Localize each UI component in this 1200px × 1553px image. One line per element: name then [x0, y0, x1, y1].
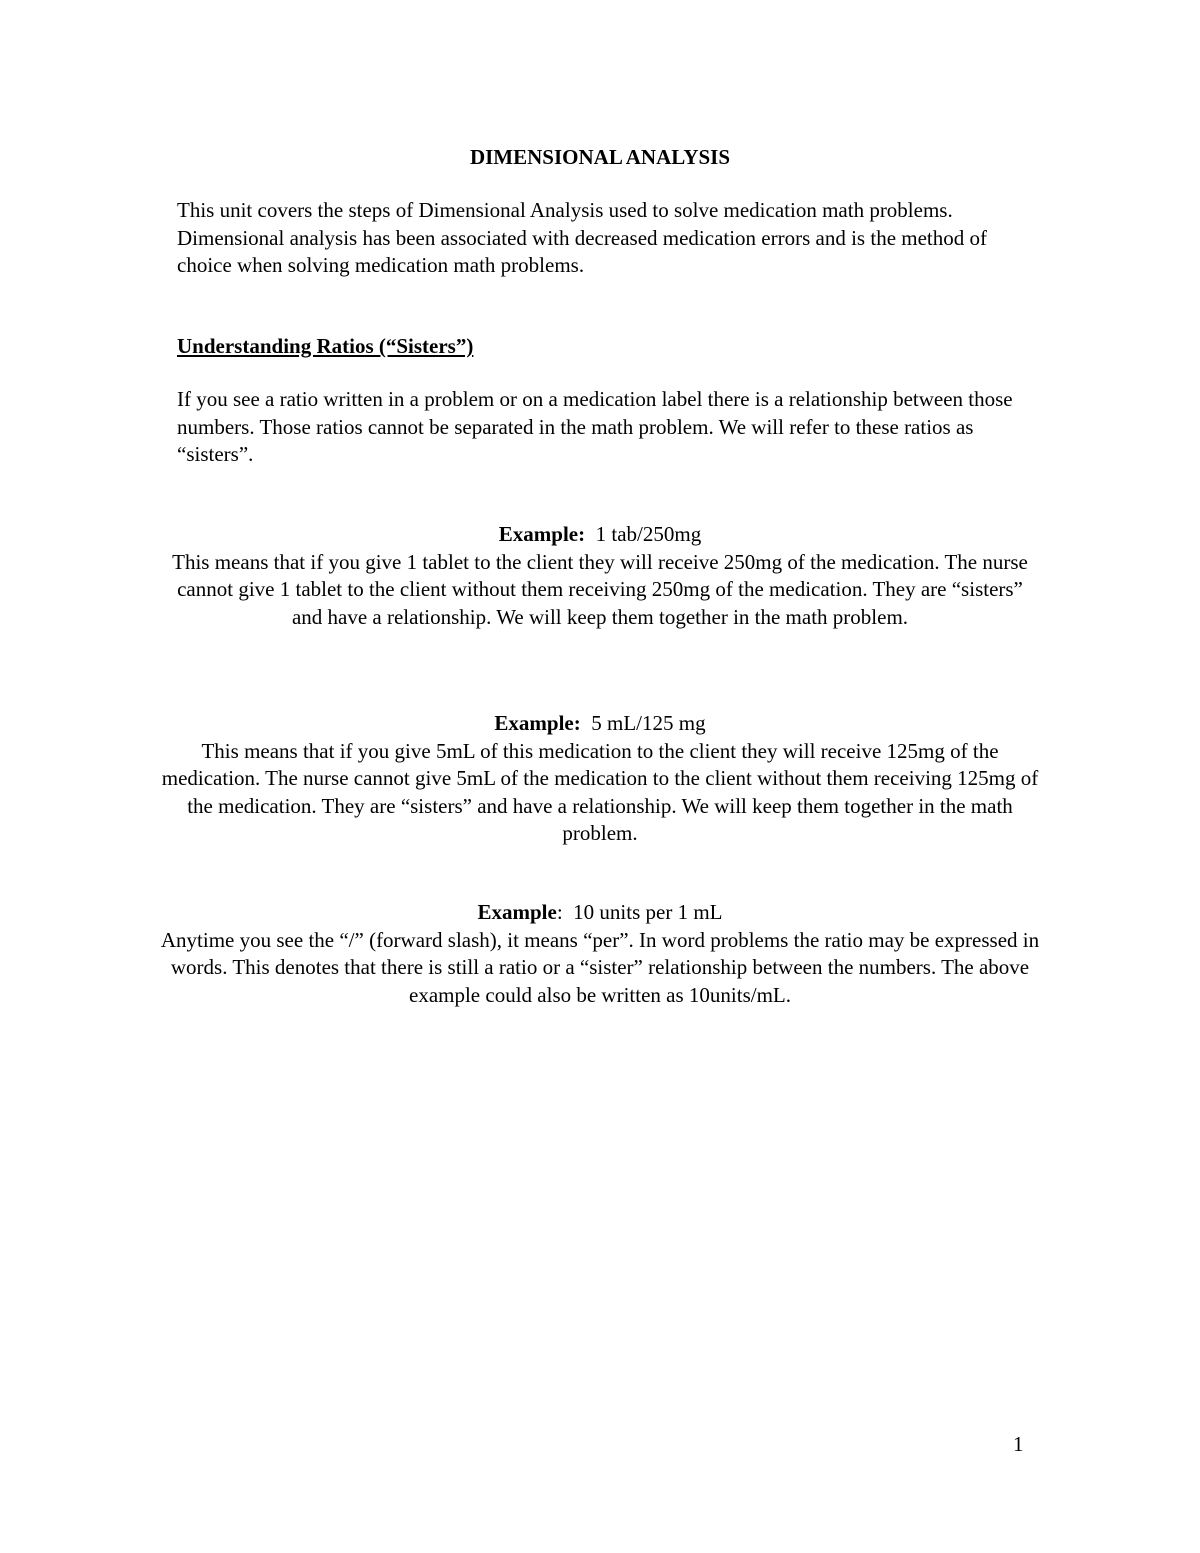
example-label: Example: — [494, 711, 581, 735]
intro-paragraph: This unit covers the steps of Dimensional Analysis used to solve medication math problems. Dimensional analysis has been associated with decreased medication errors and is the method of choice when solving medication math problems. — [177, 198, 987, 277]
example-value: 1 tab/250mg — [585, 522, 702, 546]
document-title: DIMENSIONAL ANALYSIS — [469, 145, 731, 169]
example-value: : 10 units per 1 mL — [556, 900, 723, 924]
example-explanation: This means that if you give 1 tablet to the client they will receive 250mg of the medication. The nurse cannot give 1 tablet to the client without them receiving 250mg of the medication. They are “sisters” and have a relationship. We will keep them together in the math problem. — [172, 549, 1028, 629]
example-label: Example — [477, 900, 557, 924]
example-block-1 — [160, 521, 1040, 631]
example-value: 5 mL/125 mg — [580, 711, 706, 735]
example-block-3 — [160, 899, 1040, 1009]
example-label: Example: — [498, 522, 586, 546]
example-line — [160, 710, 1040, 738]
page-number: 1 — [1013, 1432, 1024, 1456]
ratio-paragraph: If you see a ratio written in a problem or on a medication label there is a relationship between those numbers. Those ratios cannot be separated in the math problem. We will refer to these ratios as “sisters”. — [177, 387, 1013, 466]
example-line — [160, 521, 1040, 549]
example-line — [160, 899, 1040, 927]
example-explanation: This means that if you give 5mL of this medication to the client they will receive 125mg of the medication. The nurse cannot give 5mL of the medication to the client without them receiving 125mg of the medication. They are “sisters” and have a relationship. We will keep them together in the math problem. — [161, 738, 1039, 845]
example-block-2 — [160, 710, 1040, 848]
section-heading: Understanding Ratios (“Sisters”) — [177, 334, 474, 358]
example-explanation: Anytime you see the “/” (forward slash), it means “per”. In word problems the ratio may be expressed in words. This denotes that there is still a ratio or a “sister” relationship between the numbers. The above example could also be written as 10units/mL. — [160, 927, 1040, 1007]
